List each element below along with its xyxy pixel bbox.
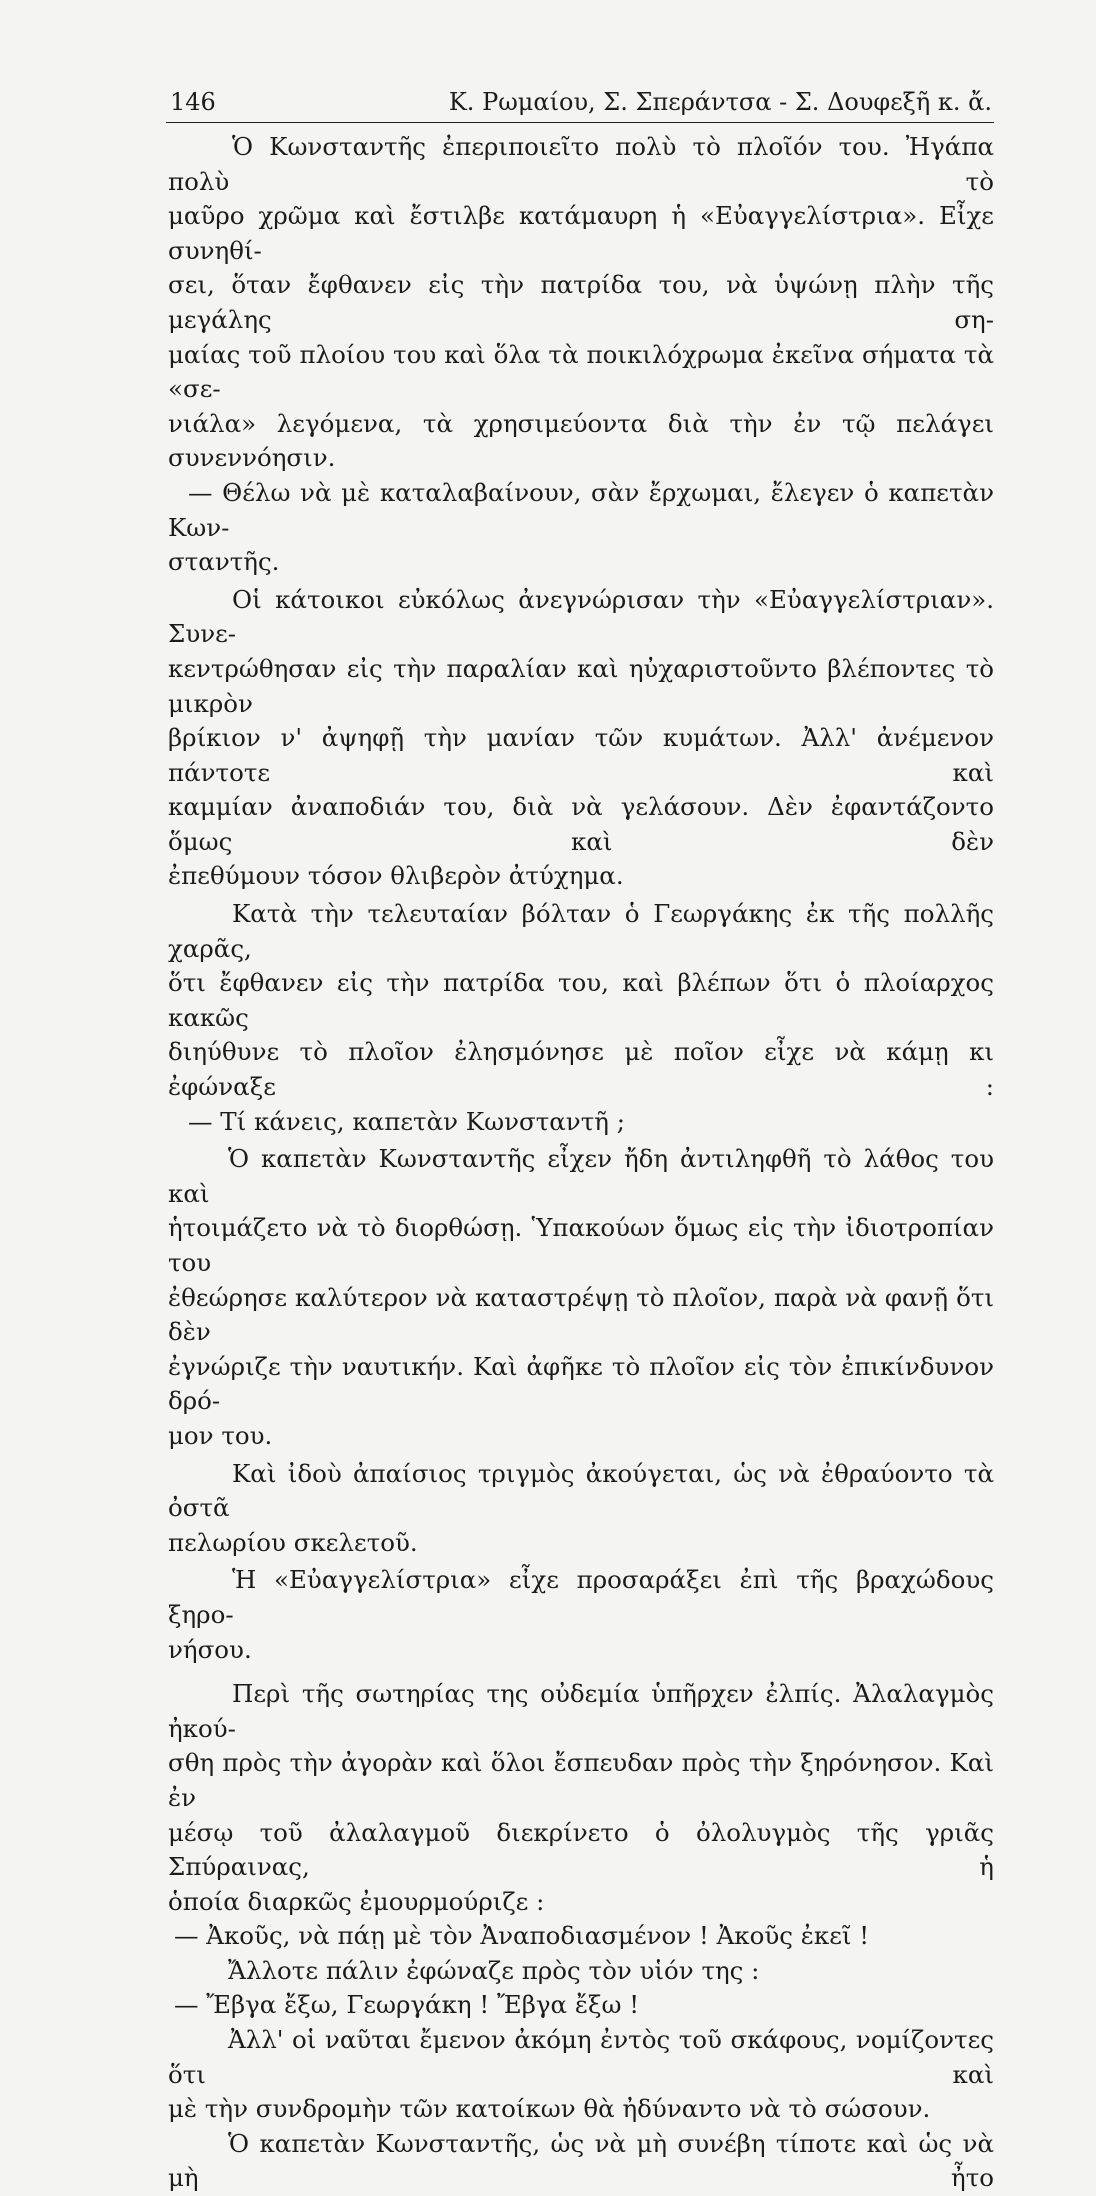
text-line: Ἡ «Εὐαγγελίστρια» εἶχε προσαράξει ἐπὶ τῆς βραχώδους ξηρο-	[168, 1565, 994, 1629]
text-line: Καὶ ἰδοὺ ἀπαίσιος τριγμὸς ἀκούγεται, ὡς νὰ ἐθραύοντο τὰ ὀστᾶ	[168, 1458, 994, 1523]
text-line: ἐπεθύμουν τόσον θλιβερὸν ἀτύχημα.	[168, 861, 624, 891]
text-line: νήσου.	[168, 1634, 252, 1664]
running-title: Κ. Ρωμαίου, Σ. Σπεράντσα - Σ. Δουφεξῆ κ. ἄ.	[448, 88, 992, 116]
text-line: — Θέλω νὰ μὲ καταλαβαίνουν, σὰν ἔρχωμαι, ἔλεγεν ὁ καπετὰν Κων-	[168, 477, 994, 542]
text-line: καμμίαν ἀναποδιάν του, διὰ νὰ γελάσουν. Δὲν ἐφαντάζοντο ὅμως καὶ δὲν	[168, 792, 994, 856]
text-line: νιάλα» λεγόμενα, τὰ χρησιμεύοντα διὰ τὴν ἐν τῷ πελάγει συνεννόησιν.	[168, 408, 994, 473]
text-line: ἐγνώριζε τὴν ναυτικήν. Καὶ ἀφῆκε τὸ πλοῖον εἰς τὸν ἐπικίνδυνον δρό-	[168, 1351, 994, 1416]
text-line: — Τί κάνεις, καπετὰν Κωνσταντῆ ;	[188, 1106, 625, 1136]
running-header	[166, 82, 994, 123]
page-number: 146	[170, 88, 216, 116]
text-line: σταντῆς.	[168, 547, 280, 577]
text-line: κεντρώθησαν εἰς τὴν παραλίαν καὶ ηὐχαριστοῦντο βλέποντες τὸ μικρὸν	[168, 653, 994, 718]
text-line: ὁποία διαρκῶς ἐμουρμούριζε :	[168, 1886, 545, 1916]
text-line: πελωρίου σκελετοῦ.	[168, 1527, 418, 1557]
text-line: Ὁ Κωνσταντῆς ἐπεριποιεῖτο πολὺ τὸ πλοῖόν του. Ἠγάπα πολὺ τὸ	[168, 132, 994, 196]
text-line: ἡτοιμάζετο νὰ τὸ διορθώσῃ. Ὑπακούων ὅμως εἰς τὴν ἰδιοτροπίαν του	[168, 1213, 994, 1277]
text-line: σθη πρὸς τὴν ἀγορὰν καὶ ὅλοι ἔσπευδαν πρὸς τὴν ξηρόνησον. Καὶ ἐν	[168, 1748, 994, 1812]
text-line: — Ἔβγα ἔξω, Γεωργάκη ! Ἔβγα ἔξω !	[174, 1990, 640, 2020]
text-line: Ἀλλ' οἱ ναῦται ἔμενον ἀκόμη ἐντὸς τοῦ σκάφους, νομίζοντες ὅτι καὶ	[168, 2025, 994, 2089]
text-line: Ὁ καπετὰν Κωνσταντῆς εἶχεν ἤδη ἀντιληφθῆ τὸ λάθος του καὶ	[168, 1144, 994, 1208]
text-line: βρίκιον ν' ἀψηφῇ τὴν μανίαν τῶν κυμάτων. Ἀλλ' ἀνέμενον πάντοτε καὶ	[168, 723, 994, 787]
text-line: μαίας τοῦ πλοίου του καὶ ὅλα τὰ ποικιλόχρωμα ἐκεῖνα σήματα τὰ «σε-	[168, 339, 994, 404]
text-line: Κατὰ τὴν τελευταίαν βόλταν ὁ Γεωργάκης ἐκ τῆς πολλῆς χαρᾶς,	[168, 899, 994, 963]
text-line: μὲ τὴν συνδρομὴν τῶν κατοίκων θὰ ἠδύναντο νὰ τὸ σώσουν.	[168, 2094, 931, 2124]
text-line: διηύθυνε τὸ πλοῖον ἐλησμόνησε μὲ ποῖον εἶχε νὰ κάμῃ κι ἐφώναξε :	[168, 1037, 994, 1102]
text-line: σει, ὅταν ἔφθανεν εἰς τὴν πατρίδα του, νὰ ὑψώνῃ πλὴν τῆς μεγάλης ση-	[168, 270, 994, 334]
text-line: μαῦρο χρῶμα καὶ ἔστιλβε κατάμαυρη ἡ «Εὐαγγελίστρια». Εἶχε συνηθί-	[168, 201, 994, 265]
body-text	[168, 130, 994, 2196]
text-line: ἐθεώρησε καλύτερον νὰ καταστρέψῃ τὸ πλοῖον, παρὰ νὰ φανῇ ὅτι δὲν	[168, 1282, 994, 1347]
text-line: — Ἀκοῦς, νὰ πάῃ μὲ τὸν Ἀναποδιασμένον ! Ἀκοῦς ἐκεῖ !	[174, 1921, 870, 1951]
text-line: ὅτι ἔφθανεν εἰς τὴν πατρίδα του, καὶ βλέπων ὅτι ὁ πλοίαρχος κακῶς	[168, 968, 994, 1032]
text-line: Ἄλλοτε πάλιν ἐφώναζε πρὸς τὸν υἱόν της :	[228, 1955, 760, 1985]
text-line: Ὁ καπετὰν Κωνσταντῆς, ὡς νὰ μὴ συνέβη τίποτε καὶ ὡς νὰ μὴ ἦτο	[168, 2128, 994, 2193]
text-line: μον του.	[168, 1420, 273, 1450]
text-line: Οἱ κάτοικοι εὐκόλως ἀνεγνώρισαν τὴν «Εὐαγγελίστριαν». Συνε-	[168, 584, 994, 649]
text-line: Περὶ τῆς σωτηρίας της οὐδεμία ὑπῆρχεν ἐλπίς. Ἀλαλαγμὸς ἠκού-	[168, 1679, 994, 1743]
text-line: μέσῳ τοῦ ἀλαλαγμοῦ διεκρίνετο ὁ ὀλολυγμὸς τῆς γριᾶς Σπύραινας, ἡ	[168, 1817, 994, 1882]
